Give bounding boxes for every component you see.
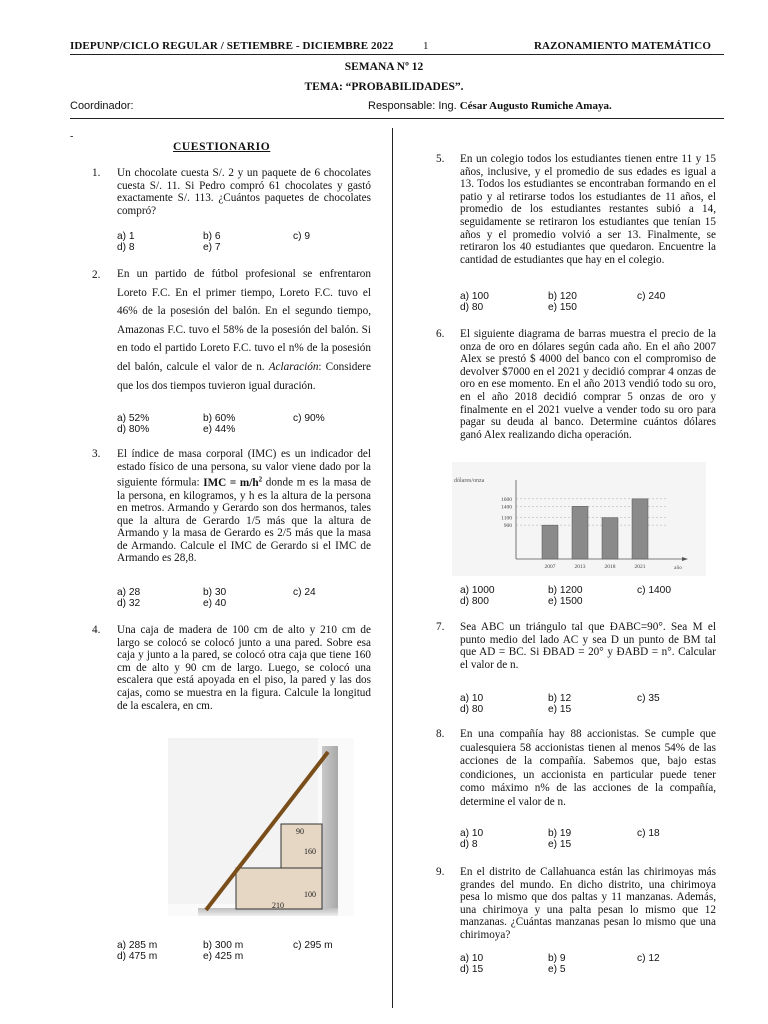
- question-1-text: Un chocolate cuesta S/. 2 y un paquete de 6 chocolates cuesta S/. 11. Si Pedro compró 61 chocolates y gastó exactamente S/. 113. ¿Cuántos paquetes de chocolates compró?: [117, 167, 371, 217]
- option-d[interactable]: d) 800: [460, 596, 489, 607]
- option-a[interactable]: a) 10: [460, 693, 484, 704]
- question-6-number: 6.: [436, 328, 445, 340]
- bar-2007: [542, 525, 558, 559]
- label-100: 100: [304, 890, 316, 899]
- label-90: 90: [296, 827, 304, 836]
- question-2-body: En un partido de fútbol profesional se enfrentaron Loreto F.C. En el primer tiempo, Loreto F.C. tuvo el 46% de la posesión del balón. En el segundo tiempo, Amazonas F.C. tuvo el 58% de la posesión del balón. Si en todo el partido Loreto F.C. tuvo el n% de la posesión del balón, calcule el valor de n.: [117, 268, 371, 373]
- label-210: 210: [272, 901, 284, 910]
- question-8-text: En una compañía hay 88 accionistas. Se cumple que cualesquiera 58 accionistas tienen al menos 54% de las acciones de la compañía. Sabemos que, bajo estas condiciones, un accionista en particular puede tener como máximo n% de las acciones de la compañía, determine el valor de n.: [460, 728, 716, 808]
- option-d[interactable]: d) 8: [460, 839, 478, 850]
- option-e[interactable]: e) 15: [548, 704, 572, 715]
- question-3-number: 3.: [92, 448, 101, 460]
- option-a[interactable]: a) 1000: [460, 585, 495, 596]
- option-c[interactable]: c) 295 m: [293, 940, 333, 951]
- question-9-number: 9.: [436, 866, 445, 878]
- week-title: SEMANA Nº 12: [344, 61, 424, 73]
- question-8-number: 8.: [436, 728, 445, 740]
- option-c[interactable]: c) 12: [637, 953, 660, 964]
- x-tick-label: 2007: [544, 564, 556, 570]
- bar-2021: [632, 499, 648, 559]
- option-a[interactable]: a) 10: [460, 953, 484, 964]
- option-e[interactable]: e) 150: [548, 302, 577, 313]
- imc-formula: [203, 477, 262, 489]
- option-e[interactable]: e) 40: [203, 598, 227, 609]
- question-9-text: En el distrito de Callahuanca están las chirimoyas más grandes del mundo. En dicho distrito, una chirimoya pesa lo mismo que dos paltas y 11 manzanas. Además, una chirimoya y una palta pesan lo mismo que 12 manzanas. ¿Cuántas manzanas pesan lo mismo que una chirimoya?: [460, 866, 716, 941]
- question-7-text: Sea ABC un triángulo tal que ÐABC=90°. Sea M el punto medio del lado AC y sea D un punto de BM tal que AD = BC. Si ÐBAD = 20° y ÐABD = n°. Calcular el valor de n.: [460, 621, 716, 671]
- option-c[interactable]: c) 24: [293, 587, 316, 598]
- option-c[interactable]: c) 9: [293, 231, 310, 242]
- y-tick-label: 1400: [501, 504, 512, 511]
- responsible-label: Responsable: Ing.: [368, 100, 457, 112]
- option-b[interactable]: b) 9: [548, 953, 566, 964]
- option-a[interactable]: a) 52%: [117, 413, 150, 424]
- coordinator-label: Coordinador:: [70, 100, 134, 112]
- question-2-number: 2.: [92, 269, 101, 281]
- header-page-number: 1: [423, 40, 429, 52]
- option-a[interactable]: a) 100: [460, 291, 489, 302]
- x-tick-label: 2013: [574, 564, 586, 570]
- option-b[interactable]: b) 6: [203, 231, 221, 242]
- ladder-boxes-figure: [168, 738, 354, 916]
- chart-ylabel: dólares/onza: [454, 478, 485, 484]
- option-c[interactable]: c) 240: [637, 291, 666, 302]
- option-e[interactable]: e) 425 m: [203, 951, 244, 962]
- option-b[interactable]: b) 12: [548, 693, 572, 704]
- bar-2013: [572, 506, 588, 559]
- option-d[interactable]: d) 8: [117, 242, 135, 253]
- y-tick-label: 1100: [501, 515, 512, 522]
- option-b[interactable]: b) 1200: [548, 585, 583, 596]
- gold-price-chart: [452, 462, 706, 576]
- column-divider: [392, 128, 393, 1008]
- option-c[interactable]: c) 1400: [637, 585, 671, 596]
- section-title: CUESTIONARIO: [173, 141, 271, 153]
- option-c[interactable]: c) 90%: [293, 413, 325, 424]
- question-2-note-label: Aclaración: [268, 360, 319, 373]
- x-tick-label: 2021: [634, 564, 646, 570]
- option-e[interactable]: e) 5: [548, 964, 566, 975]
- question-5-text: En un colegio todos los estudiantes tienen entre 11 y 15 años, inclusive, y el promedio de sus edades es igual a 13. Todos los estudiantes se encontraban formando en el patio y al retirarse todos los estudiantes de 11 años, el promedio de los estudiantes restantes subió a 14, seguidamente se retiraron los estudiantes que tenían 15 años y el promedio volvió a ser 13. Finalmente, se retiraron los 40 estudiantes que quedaron. Encuentre la cantidad de estudiantes que hay en el colegio.: [460, 153, 716, 266]
- bar-2018: [602, 518, 618, 559]
- option-d[interactable]: d) 80: [460, 704, 484, 715]
- question-4-text: Una caja de madera de 100 cm de alto y 210 cm de largo se colocó se colocó junto a una pared. Sobre esa caja y junto a la pared, se colocó otra caja que tiene 160 cm de alto y 90 cm de largo. Luego, se colocó una escalera que está apoyada en el piso, la pared y las dos cajas, como se muestra en la figura. Calcule la longitud de la escalera, en cm.: [117, 624, 371, 712]
- option-c[interactable]: c) 35: [637, 693, 660, 704]
- option-b[interactable]: b) 19: [548, 828, 572, 839]
- responsible-name: César Augusto Rumiche Amaya.: [459, 100, 612, 112]
- option-a[interactable]: a) 285 m: [117, 940, 158, 951]
- question-6-text: El siguiente diagrama de barras muestra el precio de la onza de oro en dólares según cada año. En el año 2007 Alex se prestó $ 4000 del banco con el compromiso de devolver $7000 en el 2021 y decidió comprar 4 onzas de oro en ese momento. En el año 2013 vendió todo su oro, en el año 2018 decidió comprar 5 onzas de oro y finalmente en el 2021 vuelve a vender todo su oro para pagar su deuda al banco. Determine cuántos dólares ganó Alex realizando dicha operación.: [460, 328, 716, 441]
- option-e[interactable]: e) 1500: [548, 596, 583, 607]
- wall: [322, 746, 338, 910]
- question-4-number: 4.: [92, 624, 101, 636]
- responsible-line: [368, 100, 612, 112]
- option-c[interactable]: c) 18: [637, 828, 660, 839]
- option-b[interactable]: b) 30: [203, 587, 227, 598]
- topic-title: TEMA: “PROBABILIDADES”.: [304, 81, 464, 93]
- option-b[interactable]: b) 300 m: [203, 940, 244, 951]
- header-course: IDEPUNP/CICLO REGULAR / SETIEMBRE - DICIEMBRE 2022: [70, 40, 394, 52]
- option-a[interactable]: a) 28: [117, 587, 141, 598]
- option-a[interactable]: a) 10: [460, 828, 484, 839]
- title-rule: [70, 118, 724, 119]
- header-rule: [70, 54, 724, 55]
- option-a[interactable]: a) 1: [117, 231, 135, 242]
- option-d[interactable]: d) 80: [460, 302, 484, 313]
- option-e[interactable]: e) 44%: [203, 424, 236, 435]
- option-d[interactable]: d) 80%: [117, 424, 150, 435]
- question-3-text: [117, 448, 371, 565]
- question-7-number: 7.: [436, 621, 445, 633]
- option-d[interactable]: d) 32: [117, 598, 141, 609]
- x-tick-label: 2018: [604, 564, 616, 570]
- label-160: 160: [304, 847, 316, 856]
- question-3-body-a: El índice de masa corporal (IMC) es un indicador del estado físico de una persona, su valor viene dado por la siguiente fórmula:: [117, 448, 371, 489]
- question-2-note: : Considere que los dos tiempos tuvieron igual duración.: [117, 360, 371, 392]
- y-tick-label: 1600: [501, 496, 512, 503]
- question-1-number: 1.: [92, 167, 101, 179]
- option-d[interactable]: d) 15: [460, 964, 484, 975]
- option-d[interactable]: d) 475 m: [117, 951, 158, 962]
- option-e[interactable]: e) 7: [203, 242, 221, 253]
- option-b[interactable]: b) 60%: [203, 413, 236, 424]
- option-b[interactable]: b) 120: [548, 291, 577, 302]
- formula-exponent: 2: [258, 475, 263, 484]
- question-3-body-b: donde m es la masa de la persona, en kilogramos, y h es la altura de la persona en metros. Armando y Gerardo son dos hermanos, tales que la altura de Gerardo 1/5 más que la altura de Armando y la masa de Gerardo es 2/5 más que la masa de Armando. Calcule el IMC de Gerardo si el IMC de Armando es 28,8.: [117, 476, 371, 565]
- chart-xlabel: año: [674, 565, 682, 571]
- option-e[interactable]: e) 15: [548, 839, 572, 850]
- question-5-number: 5.: [436, 153, 445, 165]
- dash-mark: -: [70, 131, 74, 142]
- y-tick-label: 900: [503, 523, 512, 530]
- header-subject: RAZONAMIENTO MATEMÁTICO: [534, 40, 711, 52]
- question-2-text: [117, 265, 371, 395]
- formula-text: IMC = m/h: [203, 476, 259, 489]
